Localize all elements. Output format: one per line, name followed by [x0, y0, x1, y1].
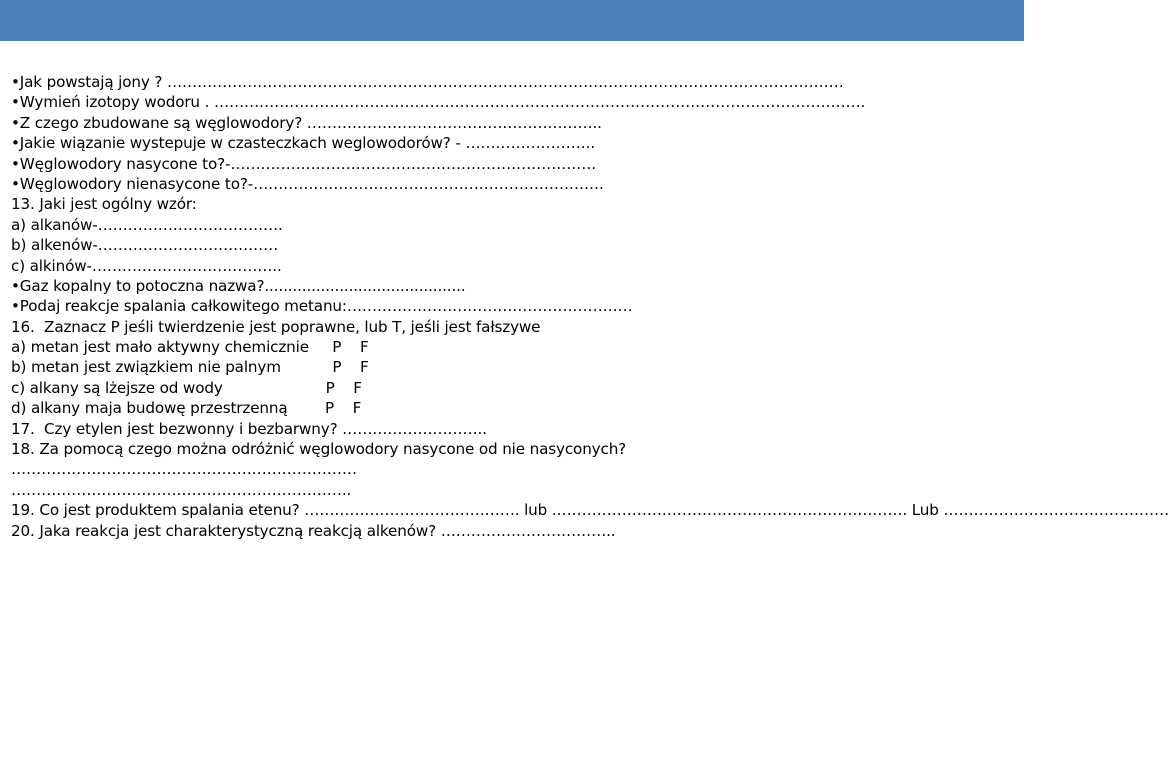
question-general-formula: 13. Jaki jest ogólny wzór:: [11, 195, 197, 214]
statement-b: b) metan jest związkiem nie palnym P F: [11, 358, 369, 377]
question-natural-gas-name: •Gaz kopalny to potoczna nazwa?...........................................: [11, 276, 466, 295]
answer-line-1: ……………………………………………………………: [11, 460, 357, 479]
question-ethylene-properties: 17. Czy etylen jest bezwonny i bezbarwny? ………………………..: [11, 419, 487, 438]
question-alkene-reaction: 20. Jaka reakcja jest charakterystyczną reakcją alkenów? ……………………………..: [11, 521, 616, 540]
question-ion-formation: •Jak powstają jony ? ………………………………………………………………………………………………………………………: [11, 73, 844, 91]
question-saturated-hydrocarbons: •Węglowodory nasycone to?-……………………………………………………………….: [11, 154, 596, 173]
worksheet-text: [11, 72, 1169, 541]
statement-d: d) alkany maja budowę przestrzenną P F: [11, 399, 362, 418]
question-distinguish-hydrocarbons: 18. Za pomocą czego można odróżnić węglowodory nasycone od nie nasyconych?: [11, 440, 627, 459]
question-methane-combustion: •Podaj reakcje spalania całkowitego metanu:…………………………………………………: [11, 297, 633, 316]
question-unsaturated-hydrocarbons: •Węglowodory nienasycone to?-…………………………………………………………….: [11, 174, 604, 193]
answer-alkenes-formula: b) alkenów-………………………………: [11, 236, 279, 255]
question-ethene-combustion-products: 19. Co jest produktem spalania etenu? ……………………………………. lub .……………………………………………………………. Lub ………………………………………: [11, 501, 1169, 520]
question-bond-type: •Jakie wiązanie wystepuje w czasteczkach weglowodorów? - ……………………..: [11, 134, 595, 153]
answer-line-2: …………………………………………………………..: [11, 480, 352, 499]
answer-alkynes-formula: c) alkinów-………………………………..: [11, 256, 282, 275]
header-bar: [0, 0, 1024, 41]
answer-alkanes-formula: a) alkanów-……………………………….: [11, 215, 283, 234]
question-true-false-instructions: 16. Zaznacz P jeśli twierdzenie jest poprawne, lub T, jeśli jest fałszywe: [11, 317, 541, 336]
question-hydrocarbon-composition: •Z czego zbudowane są węglowodory? …………………………………………………..: [11, 113, 602, 132]
statement-a: a) metan jest mało aktywny chemicznie P F: [11, 338, 369, 357]
statement-c: c) alkany są lżejsze od wody P F: [11, 378, 362, 397]
question-hydrogen-isotopes: •Wymień izotopy wodoru . ………………………………………………………………………………………………………………….: [11, 93, 866, 112]
